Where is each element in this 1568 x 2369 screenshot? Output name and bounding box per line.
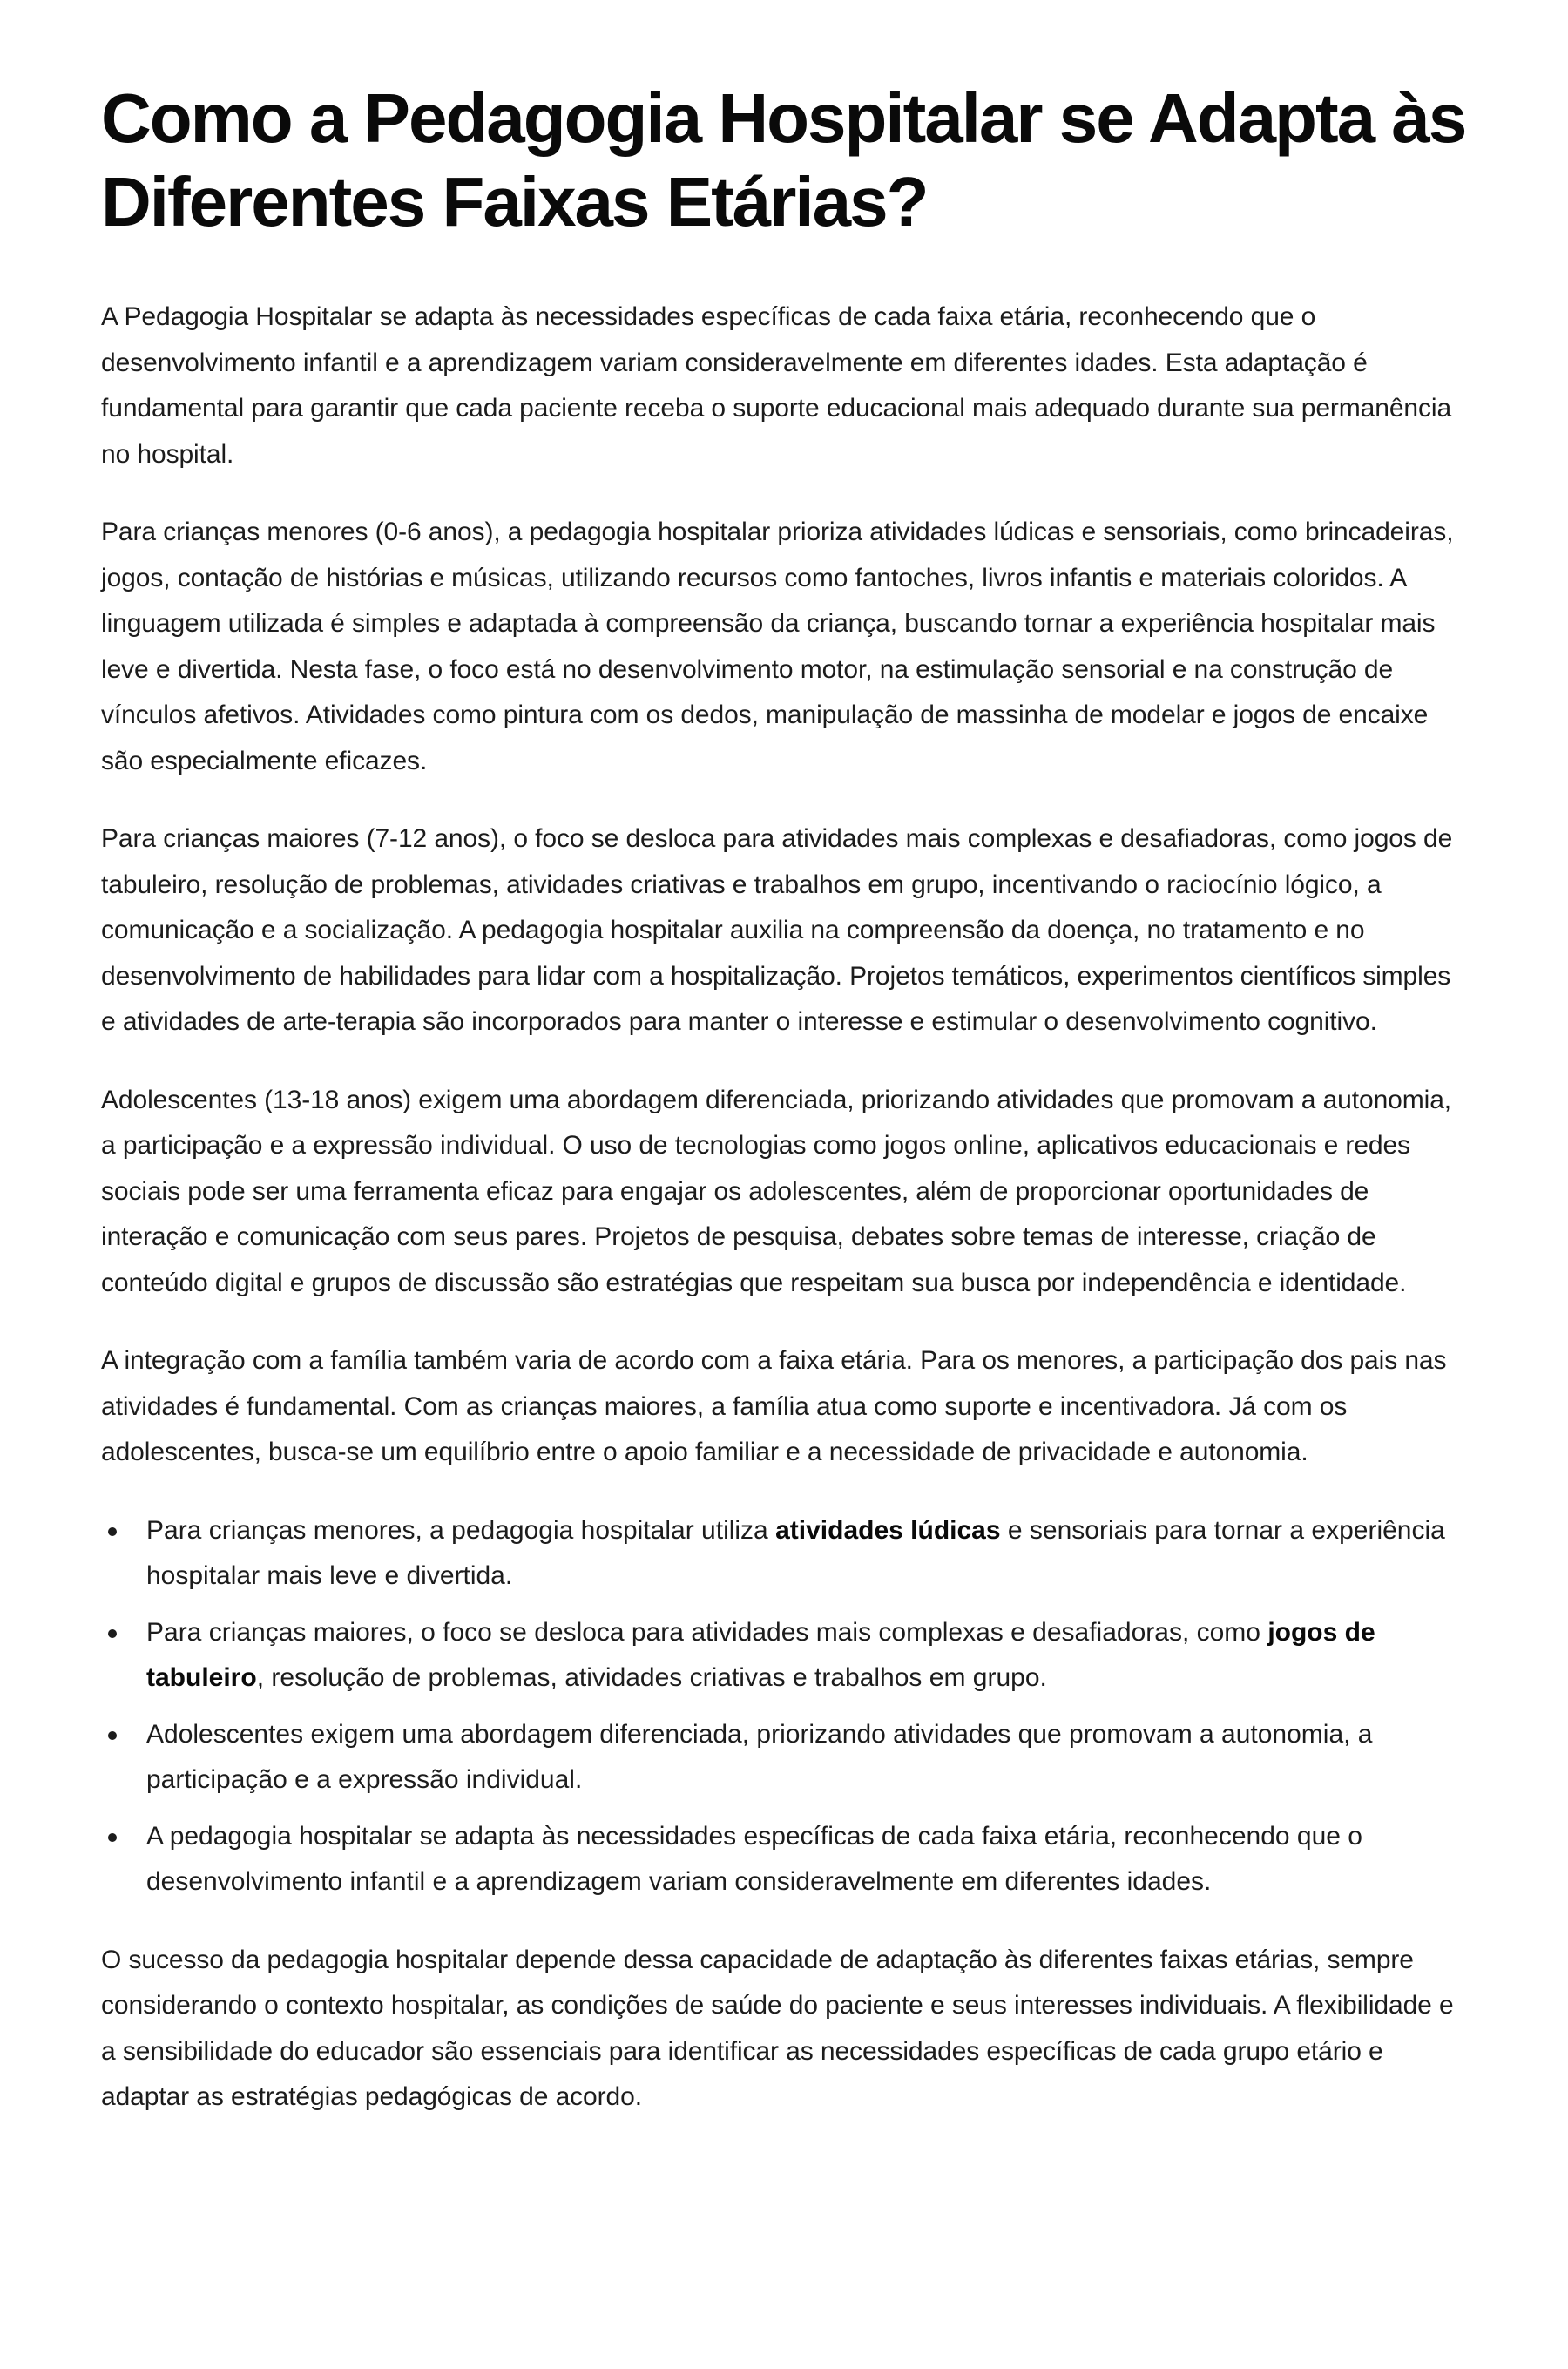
bullet-icon xyxy=(108,1527,117,1536)
summary-list xyxy=(101,1508,1470,1905)
list-text: A pedagogia hospitalar se adapta às necessidades específicas de cada faixa etária, reconhecendo que o desenvolvimento infantil e a aprendizagem variam consideravelmente em diferentes idades. xyxy=(146,1821,1362,1896)
list-item xyxy=(101,1610,1470,1702)
bullet-icon xyxy=(108,1629,117,1638)
list-item xyxy=(101,1712,1470,1804)
paragraph-older-children: Para crianças maiores (7-12 anos), o foco se desloca para atividades mais complexas e desafiadoras, como jogos de tabuleiro, resolução de problemas, atividades criativas e trabalhos em grupo, incentivando o raciocínio lógico, a comunicação e a socialização. A pedagogia hospitalar auxilia na compreensão da doença, no tratamento e no desenvolvimento de habilidades para lidar com a hospitalização. Projetos temáticos, experimentos científicos simples e atividades de arte-terapia são incorporados para manter o interesse e estimular o desenvolvimento cognitivo. xyxy=(101,824,1453,1036)
bullet-icon xyxy=(108,1731,117,1740)
paragraph-conclusion: O sucesso da pedagogia hospitalar depende dessa capacidade de adaptação às diferentes faixas etárias, sempre considerando o contexto hospitalar, as condições de saúde do paciente e seus interesses individuais. A flexibilidade e a sensibilidade do educador são essenciais para identificar as necessidades específicas de cada grupo etário e adaptar as estratégias pedagógicas de acordo. xyxy=(101,1945,1454,2111)
list-text: , resolução de problemas, atividades criativas e trabalhos em grupo. xyxy=(256,1663,1047,1692)
list-bold-text: atividades lúdicas xyxy=(775,1515,1001,1545)
list-bold-text: jogos de tabuleiro xyxy=(146,1617,1375,1692)
paragraph-intro: A Pedagogia Hospitalar se adapta às necessidades específicas de cada faixa etária, reconhecendo que o desenvolvimento infantil e a aprendizagem variam consideravelmente em diferentes idades. Esta adaptação é fundamental para garantir que cada paciente receba o suporte educacional mais adequado durante sua permanência no hospital. xyxy=(101,302,1452,469)
list-text: Para crianças maiores, o foco se desloca para atividades mais complexas e desafiadoras, como xyxy=(146,1617,1268,1647)
article xyxy=(101,77,1470,2153)
list-text: Adolescentes exigem uma abordagem diferenciada, priorizando atividades que promovam a autonomia, a participação e a expressão individual. xyxy=(146,1719,1373,1794)
paragraph-family: A integração com a família também varia de acordo com a faixa etária. Para os menores, a participação dos pais nas atividades é fundamental. Com as crianças maiores, a família atua como suporte e incentivadora. Já com os adolescentes, busca-se um equilíbrio entre o apoio familiar e a necessidade de privacidade e autonomia. xyxy=(101,1346,1447,1466)
list-text: Para crianças menores, a pedagogia hospitalar utiliza xyxy=(146,1515,776,1545)
paragraph-young-children: Para crianças menores (0-6 anos), a pedagogia hospitalar prioriza atividades lúdicas e sensoriais, como brincadeiras, jogos, contação de histórias e músicas, utilizando recursos como fantoches, livros infantis e materiais coloridos. A linguagem utilizada é simples e adaptada à compreensão da criança, buscando tornar a experiência hospitalar mais leve e divertida. Nesta fase, o foco está no desenvolvimento motor, na estimulação sensorial e na construção de vínculos afetivos. Atividades como pintura com os dedos, manipulação de massinha de modelar e jogos de encaixe são especialmente eficazes. xyxy=(101,518,1454,775)
list-text: e sensoriais para tornar a experiência hospitalar mais leve e divertida. xyxy=(146,1515,1445,1590)
list-item xyxy=(101,1814,1470,1905)
page-title: Como a Pedagogia Hospitalar se Adapta às Diferentes Faixas Etárias? xyxy=(101,79,1466,240)
list-item xyxy=(101,1508,1470,1600)
bullet-icon xyxy=(108,1833,117,1842)
paragraph-adolescents: Adolescentes (13-18 anos) exigem uma abordagem diferenciada, priorizando atividades que promovam a autonomia, a participação e a expressão individual. O uso de tecnologias como jogos online, aplicativos educacionais e redes sociais pode ser uma ferramenta eficaz para engajar os adolescentes, além de proporcionar oportunidades de interação e comunicação com seus pares. Projetos de pesquisa, debates sobre temas de interesse, criação de conteúdo digital e grupos de discussão são estratégias que respeitam sua busca por independência e identidade. xyxy=(101,1085,1452,1297)
